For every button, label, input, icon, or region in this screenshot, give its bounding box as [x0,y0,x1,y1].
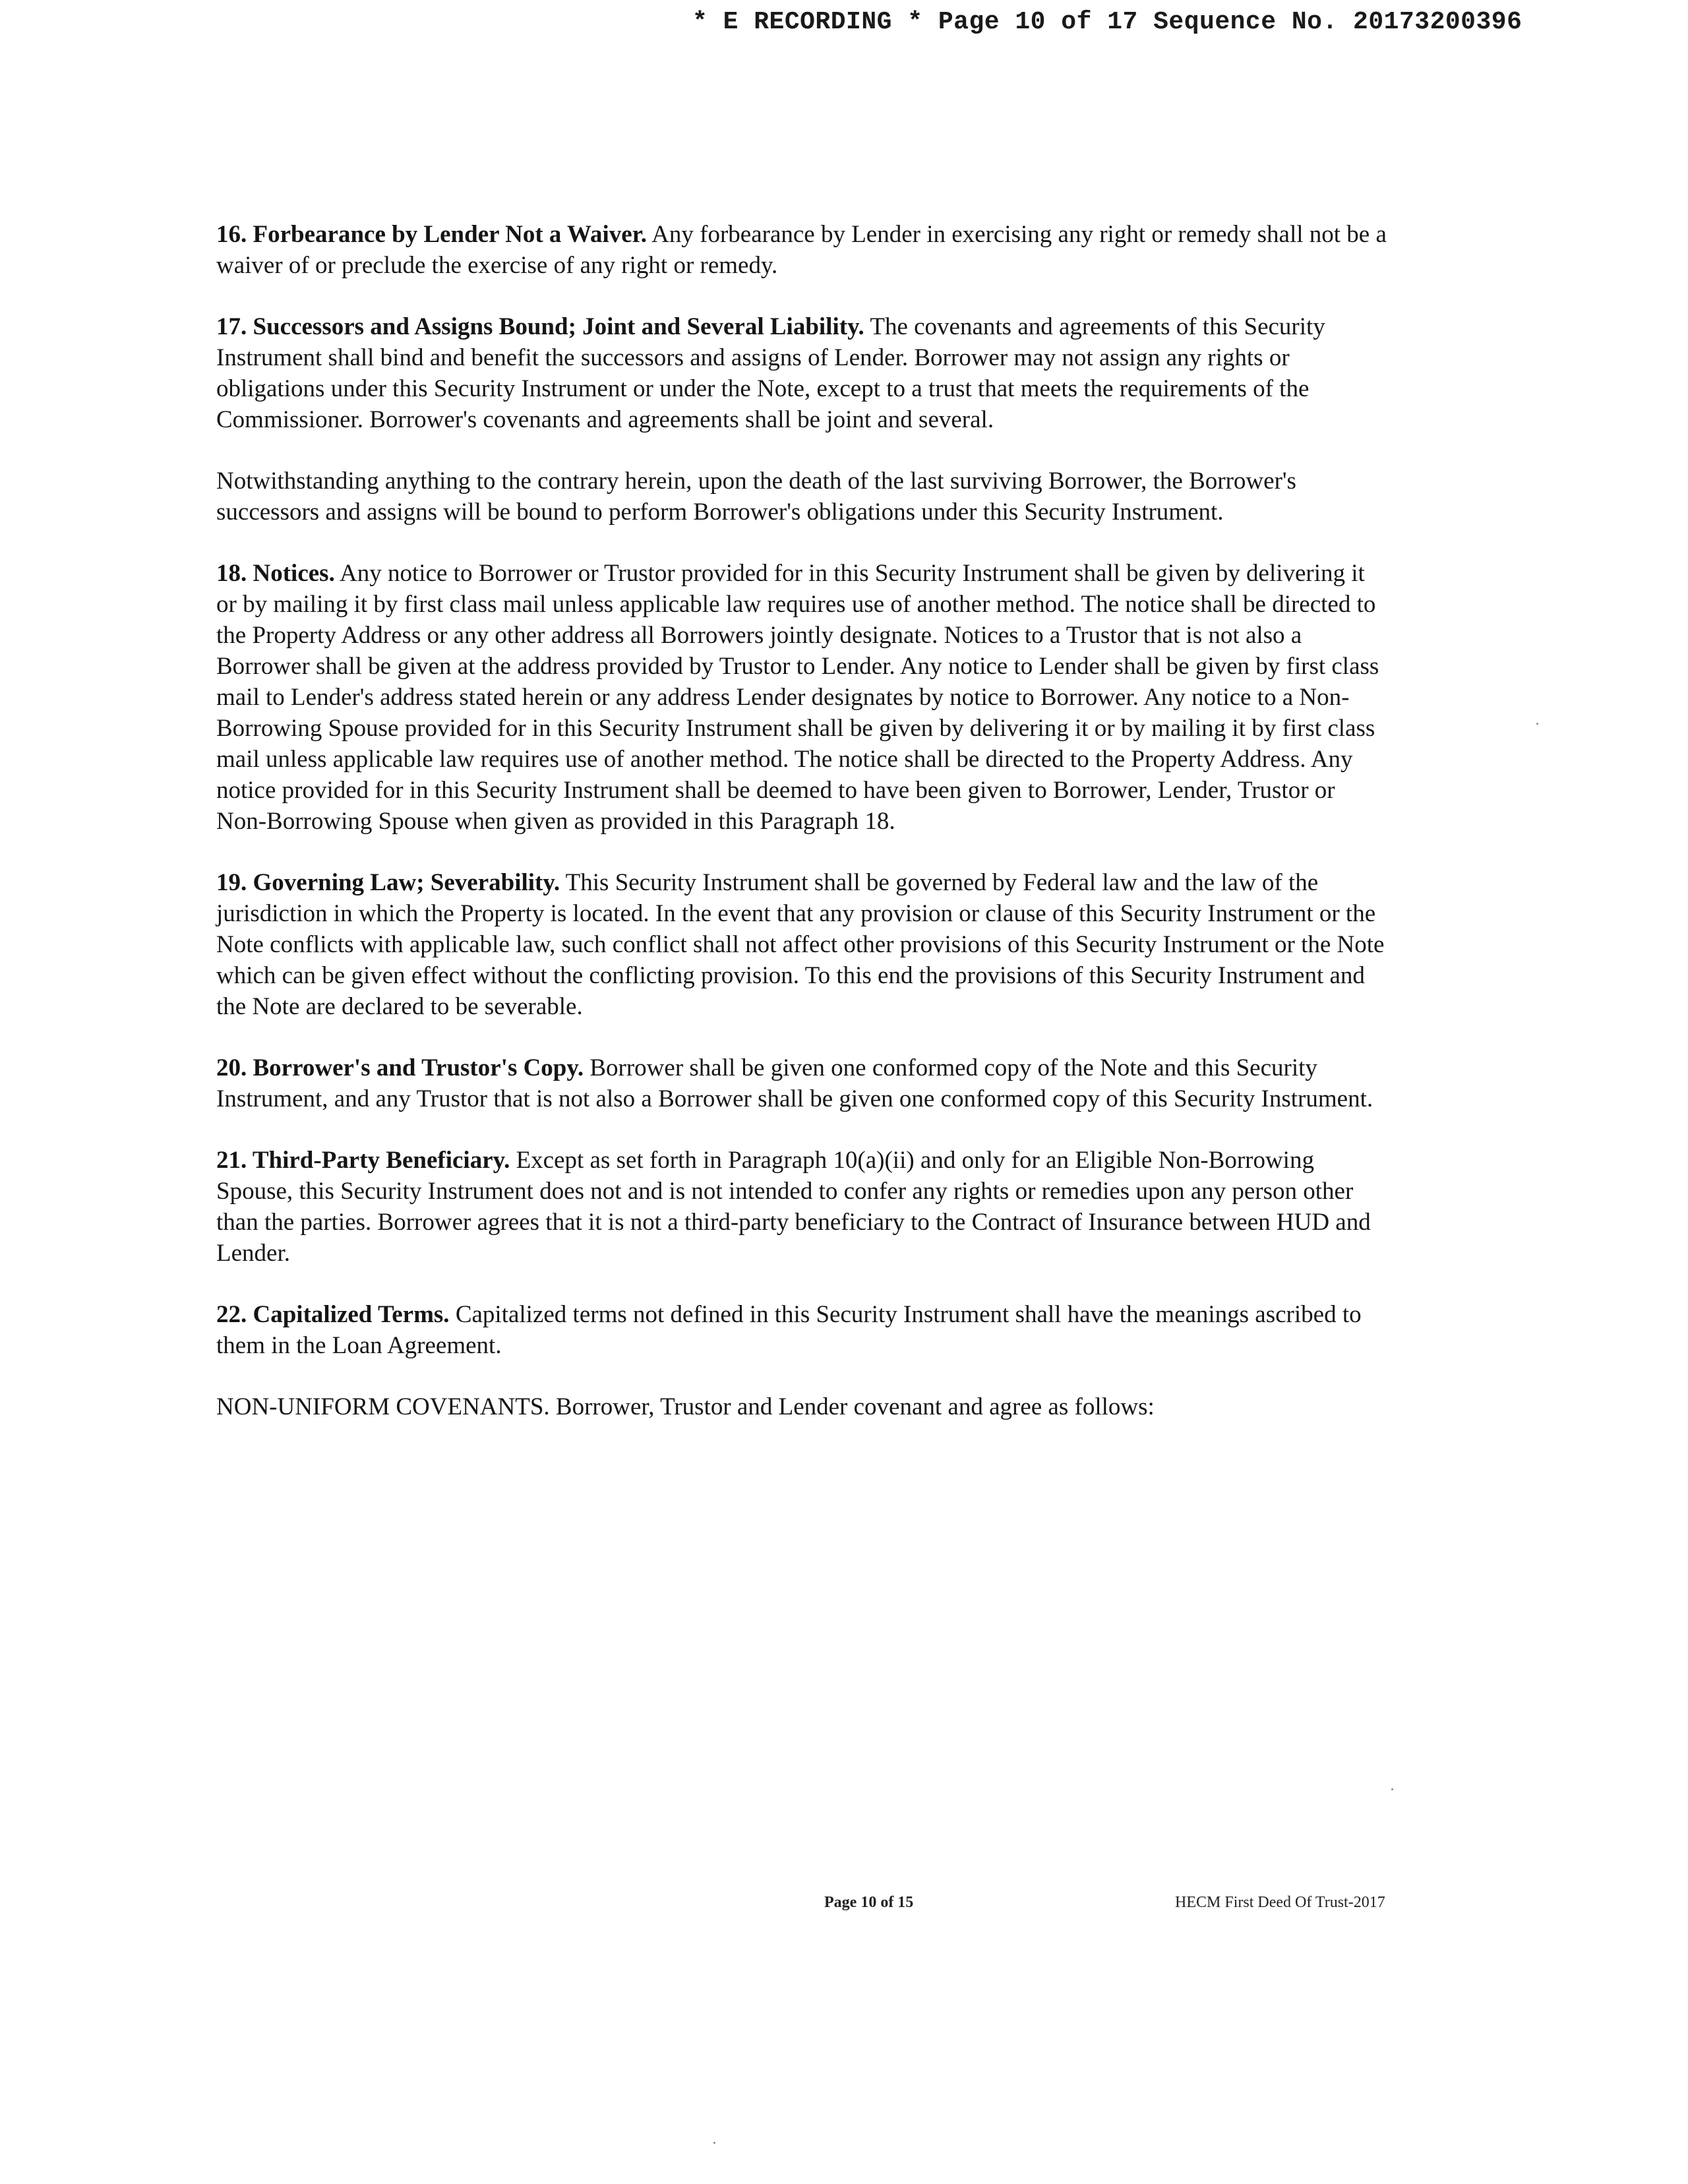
paragraph-20 [216,1052,1390,1114]
paragraph-heading: 22. Capitalized Terms. [216,1301,450,1328]
paragraph-text: Except as set forth in Paragraph 10(a)(ii) and only for an Eligible Non-Borrowing Spouse, this Security Instrument does not and is not intended to confer any rights or remedies upon any person other than the parties. Borrower agrees that it is not a third-party beneficiary to the Contract of Insurance between HUD and Lender. [216,1147,1371,1267]
footer-form-name: HECM First Deed Of Trust-2017 [1175,1894,1385,1911]
paragraph-text: Any forbearance by Lender in exercising any right or remedy shall not be a waiver of or preclude the exercise of any right or remedy. [216,221,1387,279]
paragraph-17-continued [216,466,1390,528]
paragraph-text: Borrower shall be given one conformed copy of the Note and this Security Instrument, and any Trustor that is not also a Borrower shall be given one conformed copy of this Security Instrument. [216,1054,1373,1112]
paragraph-18 [216,558,1390,837]
paragraph-text: Notwithstanding anything to the contrary herein, upon the death of the last surviving Borrower, the Borrower's successors and assigns will be bound to perform Borrower's obligations under this Security Instrument. [216,468,1296,526]
scan-speck [713,2142,715,2144]
paragraph-heading: 20. Borrower's and Trustor's Copy. [216,1054,584,1081]
paragraph-heading: 17. Successors and Assigns Bound; Joint and Several Liability. [216,313,864,340]
scan-speck [1391,1788,1393,1790]
paragraph-22 [216,1299,1390,1361]
paragraph-heading: 16. Forbearance by Lender Not a Waiver. [216,221,647,248]
paragraph-heading: 18. Notices. [216,560,335,587]
paragraph-19 [216,867,1390,1022]
recording-stamp: * E RECORDING * Page 10 of 17 Sequence No. 20173200396 [692,8,1522,36]
paragraph-text: NON-UNIFORM COVENANTS. Borrower, Trustor and Lender covenant and agree as follows: [216,1393,1155,1420]
paragraph-text: Any notice to Borrower or Trustor provided for in this Security Instrument shall be given by delivering it or by mailing it by first class mail unless applicable law requires use of another method. The notice shall be directed to the Property Address or any other address all Borrowers jointly designate. Notices to a Trustor that is not also a Borrower shall be given at the address provided by Trustor to Lender. Any notice to Lender shall be given by first class mail to Lender's address stated herein or any address Lender designates by notice to Borrower. Any notice to a Non-Borrowing Spouse provided for in this Security Instrument shall be given by delivering it or by mailing it by first class mail unless applicable law requires use of another method. The notice shall be directed to the Property Address. Any notice provided for in this Security Instrument shall be deemed to have been given to Borrower, Lender, Trustor or Non-Borrowing Spouse when given as provided in this Paragraph 18. [216,560,1379,835]
paragraph-text: The covenants and agreements of this Security Instrument shall bind and benefit the successors and assigns of Lender. Borrower may not assign any rights or obligations under this Security Instrument or under the Note, except to a trust that meets the requirements of the Commissioner. Borrower's covenants and agreements shall be joint and several. [216,313,1325,433]
non-uniform-covenants-intro [216,1391,1390,1422]
paragraph-17 [216,311,1390,435]
paragraph-heading: 19. Governing Law; Severability. [216,869,560,896]
scan-speck [1536,723,1538,725]
document-body [216,219,1390,1453]
paragraph-text: This Security Instrument shall be governed by Federal law and the law of the jurisdiction in which the Property is located. In the event that any provision or clause of this Security Instrument or the Note conflicts with applicable law, such conflict shall not affect other provisions of this Security Instrument or the Note which can be given effect without the conflicting provision. To this end the provisions of this Security Instrument and the Note are declared to be severable. [216,869,1385,1020]
footer-page-number: Page 10 of 15 [824,1894,914,1911]
paragraph-heading: 21. Third-Party Beneficiary. [216,1147,510,1174]
paragraph-21 [216,1145,1390,1269]
paragraph-16 [216,219,1390,281]
paragraph-text: Capitalized terms not defined in this Security Instrument shall have the meanings ascribed to them in the Loan Agreement. [216,1301,1362,1359]
